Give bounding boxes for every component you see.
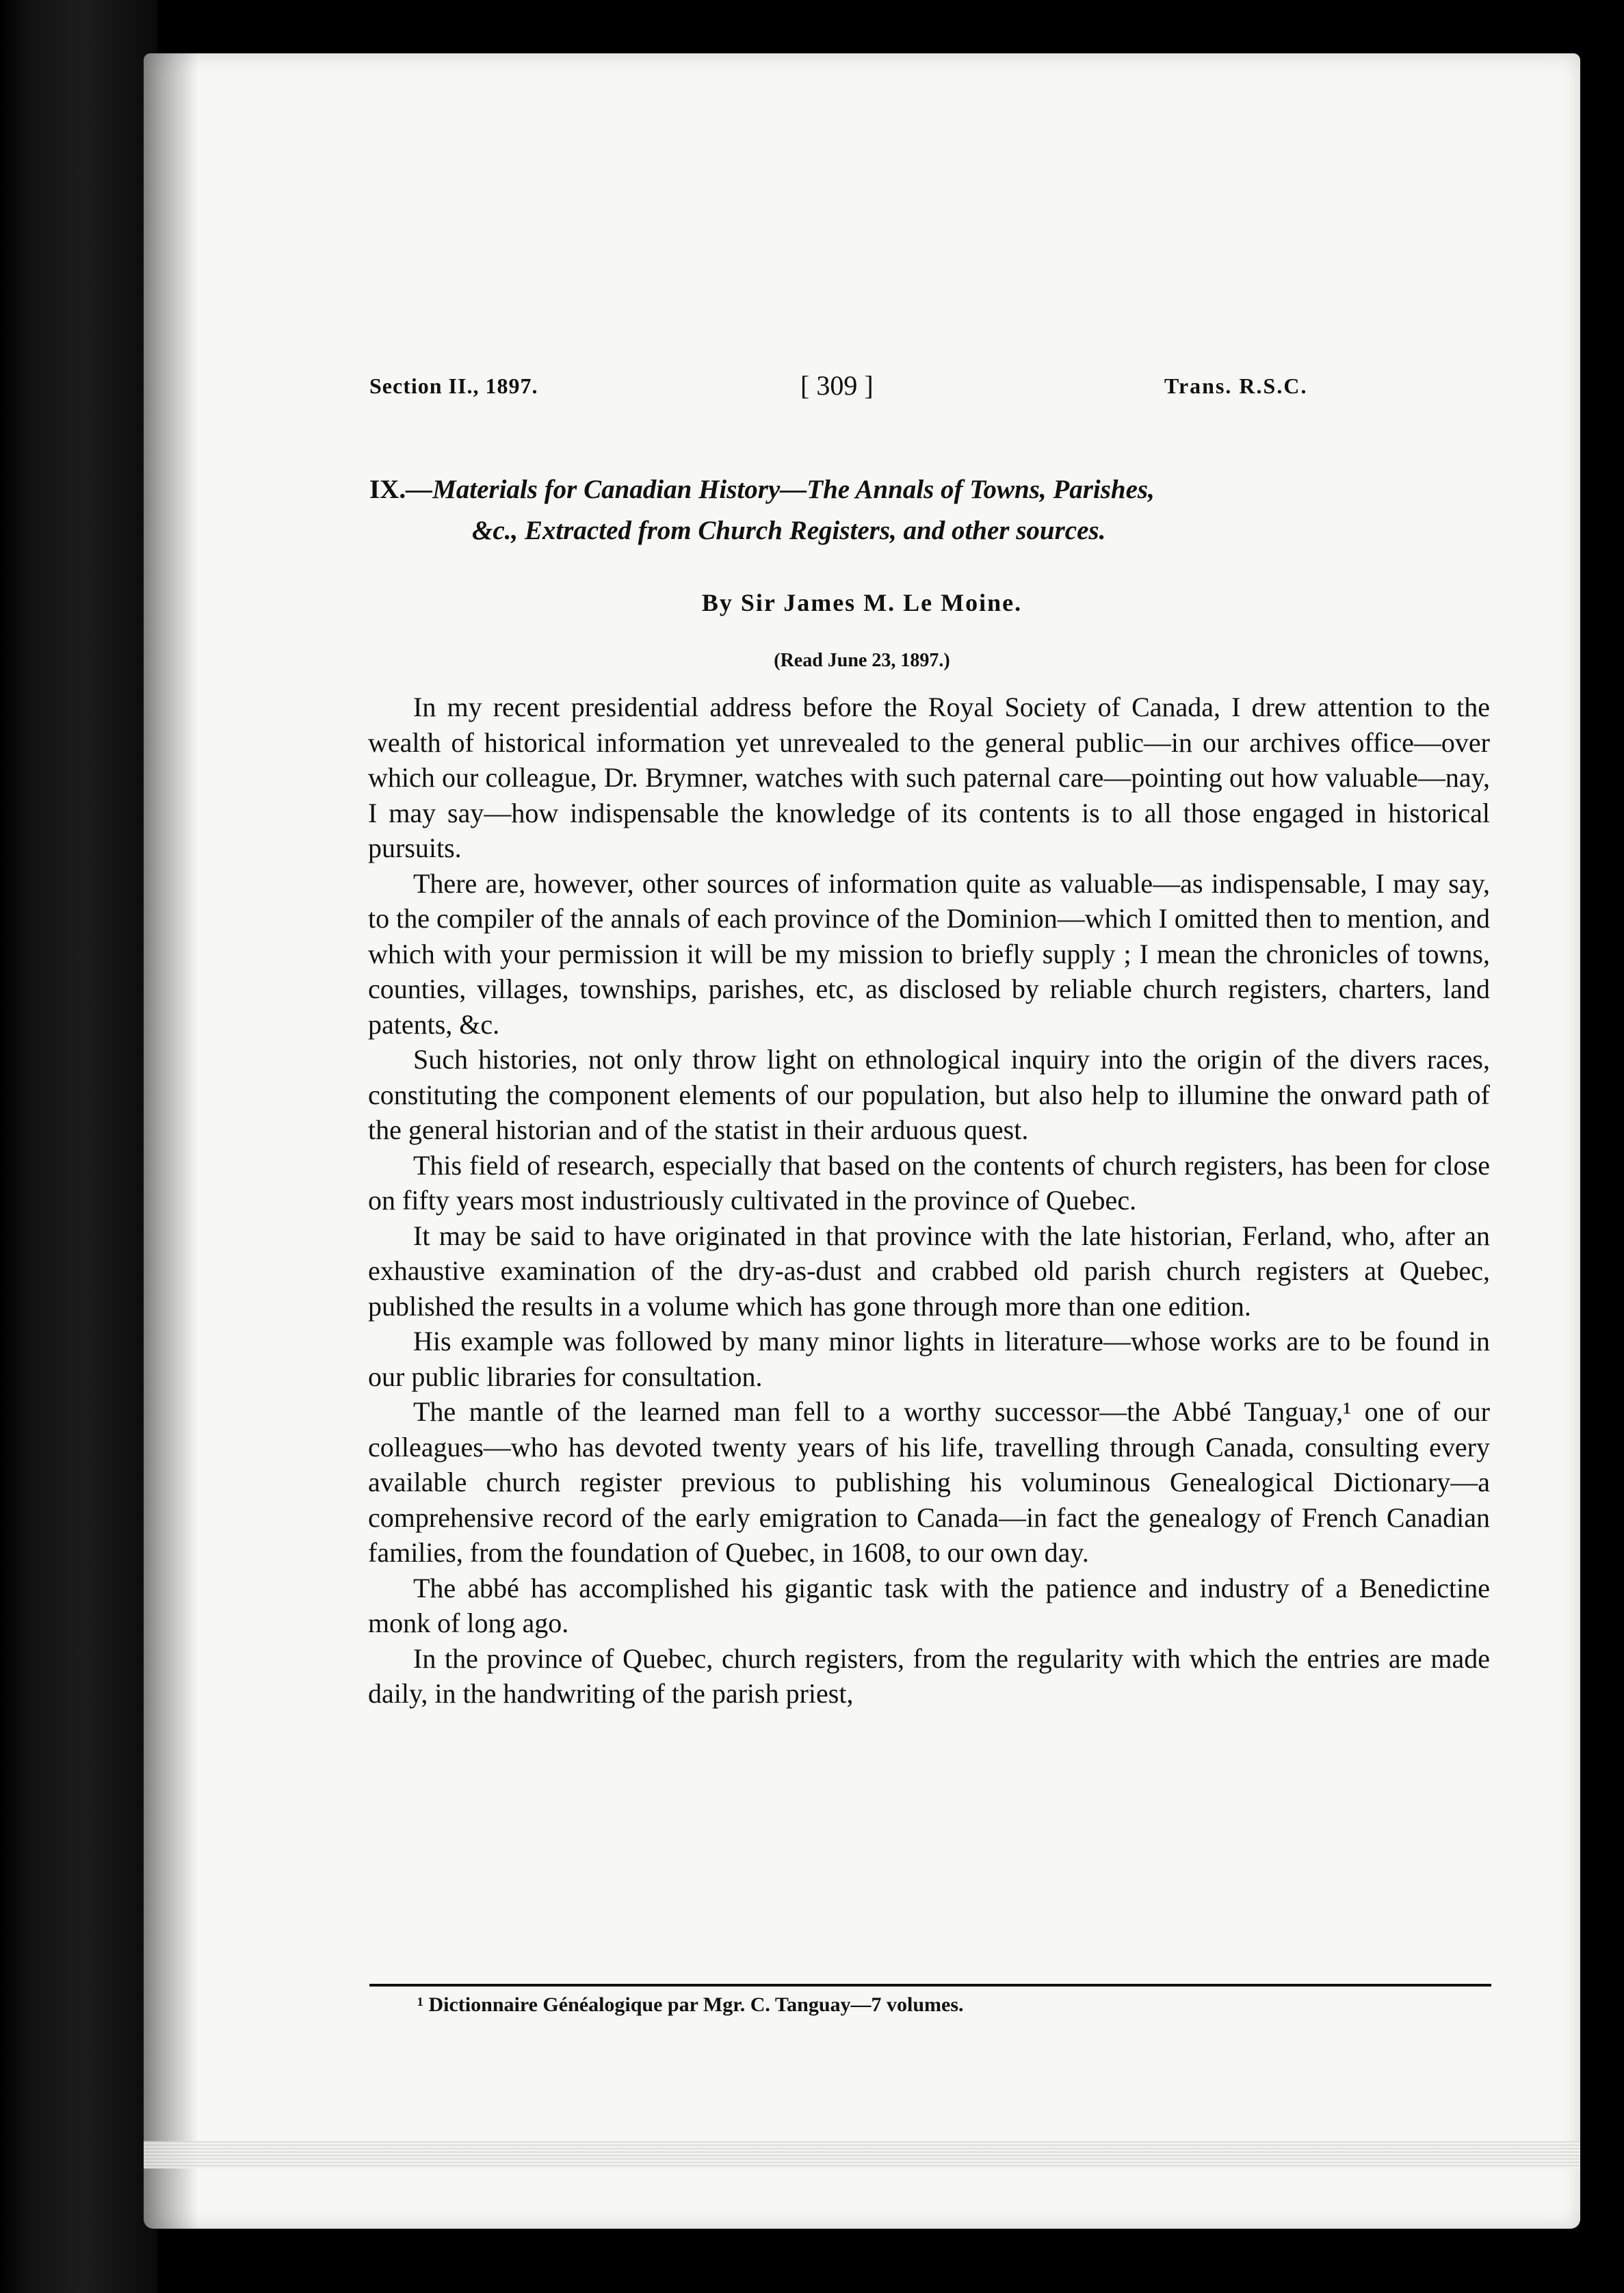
section-label: Section II., 1897.	[369, 374, 538, 398]
paragraph: The abbé has accomplished his gigantic task with the patience and industry of a Benedictine monk of long ago.	[368, 1572, 1490, 1638]
journal-label: Trans. R.S.C.	[1164, 374, 1308, 398]
paragraph: There are, however, other sources of information quite as valuable—as indispensable, I may say, to the compiler of the annals of each province of the Dominion—which I omitted then to mention, and which with your permission it will be my mission to briefly supply ; I mean the chronicles of towns, counties, villages, townships, parishes, etc, as disclosed by reliable church registers, charters, land patents, &c.	[368, 867, 1490, 1040]
paragraph: The mantle of the learned man fell to a worthy successor—the Abbé Tanguay,¹ one of our colleagues—who has devoted twenty years of his life, travelling through Canada, consulting every available church register previous to publishing his voluminous Genealogical Dictionary—a comprehensive record of the early emigration to Canada—in fact the genealogy of French Canadian families, from the foundation of Quebec, in 1608, to our own day.	[368, 1396, 1490, 1568]
paragraph: In the province of Quebec, church registers, from the regularity with which the entries are made daily, in the handwriting of the parish priest,	[368, 1642, 1490, 1709]
running-header	[144, 370, 1580, 415]
read-date: (Read June 23, 1897.)	[774, 650, 950, 671]
scan-edge-band	[144, 2141, 1580, 2168]
paragraph: It may be said to have originated in that province with the late historian, Ferland, who, after an exhaustive examination of the dry-as-dust and crabbed old parish church registers at Quebec, published the results in a volume which has gone through more than one edition.	[368, 1220, 1490, 1322]
title-line-1: —Materials for Canadian History—The Annals of Towns, Parishes,	[406, 475, 1155, 504]
paragraph: This field of research, especially that based on the contents of church registers, has been for close on fifty years most industriously cultivated in the province of Quebec.	[368, 1149, 1490, 1216]
gutter-shadow	[144, 53, 198, 2229]
page-number: [ 309 ]	[800, 370, 874, 401]
article-body	[368, 690, 1490, 1712]
document-page	[144, 53, 1580, 2229]
paragraph: In my recent presidential address before the Royal Society of Canada, I drew attention to the wealth of historical information yet unrevealed to the general public—in our archives office—over which our colleague, Dr. Brymner, watches with such paternal care—pointing out how valuable—nay, I may say—how indispensable the knowledge of its contents is to all those engaged in historical pursuits.	[368, 692, 1490, 863]
footnote: ¹ Dictionnaire Généalogique par Mgr. C. Tanguay—7 volumes.	[417, 1993, 964, 2016]
article-title	[369, 469, 1498, 551]
title-line-2: &c., Extracted from Church Registers, and other sources.	[472, 516, 1106, 545]
scan-margin	[0, 0, 157, 2293]
paragraph: Such histories, not only throw light on ethnological inquiry into the origin of the divers races, constituting the component elements of our population, but also help to illumine the onward path of the general historian and of the statist in their arduous quest.	[368, 1044, 1490, 1145]
author-byline: By Sir James M. Le Moine.	[701, 589, 1023, 616]
paragraph: His example was followed by many minor lights in literature—whose works are to be found in our public libraries for consultation.	[368, 1326, 1490, 1392]
article-number: IX.	[369, 475, 406, 504]
footnote-rule	[369, 1984, 1491, 1987]
